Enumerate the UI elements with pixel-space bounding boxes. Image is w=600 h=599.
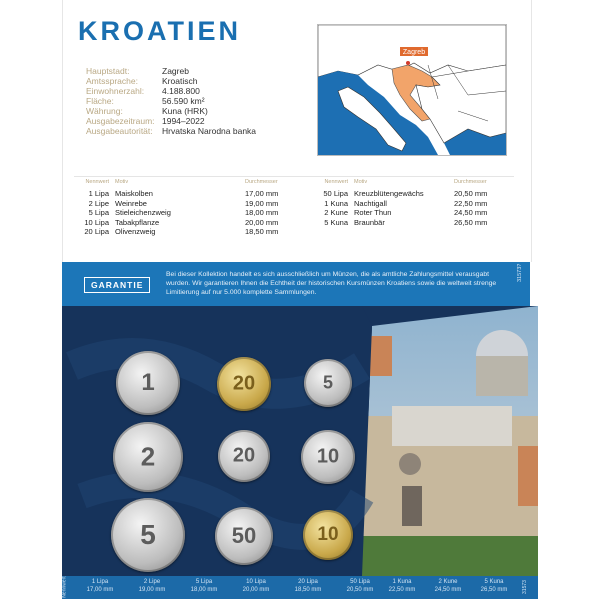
cell-value: 2 Lipe [88, 198, 109, 208]
city-label: Zagreb [402, 49, 426, 56]
trees [362, 536, 538, 576]
bottom-cell [130, 578, 174, 594]
table-row [293, 189, 524, 199]
country-title: KROATIEN [78, 16, 241, 46]
table-row [293, 218, 524, 228]
bottom-cell [338, 578, 382, 594]
cell-motif: Olivenzweig [115, 227, 156, 237]
cell-diameter: 20,00 mm [245, 217, 279, 227]
fact-key: Einwohnerzahl: [86, 86, 145, 96]
cell-diameter: 18,00 mm [245, 208, 279, 218]
bottom-cell [182, 578, 226, 594]
coin-3 [304, 359, 352, 407]
fact-row [86, 66, 256, 76]
bottom-denomination: 1 Lipa [91, 579, 109, 585]
country-facts [86, 66, 256, 136]
bottom-diameter: 18,50 mm [294, 587, 322, 593]
fact-value: Zagreb [162, 66, 189, 76]
table-row [54, 218, 315, 228]
bottom-denomination: 10 Lipa [246, 579, 266, 585]
cell-diameter: 22,50 mm [454, 198, 488, 208]
coin-2 [217, 357, 271, 411]
fact-row [86, 96, 256, 106]
bottom-denomination: 50 Lipa [350, 579, 370, 585]
bottom-cell [472, 578, 516, 594]
bottom-strip-label-left: Nennwert [61, 576, 68, 598]
cell-motif: Weinrebe [115, 198, 147, 208]
cell-diameter: 24,50 mm [454, 208, 488, 218]
coin-7 [111, 498, 185, 572]
guarantee-label: GARANTIE [84, 277, 150, 293]
fact-value: Kuna (HRK) [162, 106, 208, 116]
cell-motif: Nachtigall [354, 198, 387, 208]
cell-motif: Roter Thun [354, 208, 392, 218]
table-row [54, 189, 315, 199]
coin-8 [215, 507, 273, 565]
map-graphic [318, 25, 506, 155]
table-header [293, 179, 524, 189]
coin-value: 10 [317, 524, 339, 545]
coin-value: 5 [140, 519, 156, 550]
fact-key: Hauptstadt: [86, 66, 130, 76]
coin-value: 10 [316, 445, 340, 468]
cell-diameter: 26,50 mm [454, 217, 488, 227]
cell-motif: Braunbär [354, 217, 385, 227]
cell-value: 1 Lipa [88, 189, 109, 198]
bottom-denomination: 5 Kuna [484, 579, 504, 585]
bottom-diameter: 17,00 mm [86, 587, 114, 593]
coin-4 [113, 422, 183, 492]
bottom-cell [234, 578, 278, 594]
bottom-cell [78, 578, 122, 594]
fact-value: Hrvatska Narodna banka [162, 126, 257, 136]
fact-row [86, 106, 256, 116]
roofs-right [518, 446, 538, 506]
bottom-denomination: 20 Lipa [298, 579, 318, 585]
country-map [317, 24, 507, 156]
cell-value: 1 Kuna [324, 198, 348, 208]
city-marker [406, 61, 410, 65]
fact-row [86, 116, 256, 126]
coin-5 [218, 430, 270, 482]
coin-6 [301, 430, 355, 484]
bottom-diameter: 26,50 mm [480, 587, 508, 593]
coin-value: 2 [140, 441, 156, 472]
bottom-cell [426, 578, 470, 594]
fact-value: 1994–2022 [162, 116, 205, 126]
rose-window [399, 453, 421, 475]
header-diameter: Durchmesser [245, 179, 278, 185]
table-header [54, 179, 315, 189]
coin-1 [116, 351, 180, 415]
cell-motif: Kreuzblütengewächs [354, 189, 424, 198]
portal [402, 486, 422, 526]
fact-row [86, 86, 256, 96]
table-row [54, 227, 315, 237]
denomination-table-right [293, 179, 524, 227]
bottom-denomination: 2 Kune [438, 579, 458, 585]
cell-value: 50 Lipa [323, 189, 348, 198]
bottom-denomination: 1 Kuna [392, 579, 412, 585]
cell-diameter: 20,50 mm [454, 189, 488, 198]
bottom-denomination: 2 Lipe [143, 579, 161, 585]
cell-diameter: 17,00 mm [245, 189, 279, 198]
bottom-diameter: 24,50 mm [434, 587, 462, 593]
bottom-diameter: 20,50 mm [346, 587, 374, 593]
coin-value: 1 [141, 369, 155, 396]
bottom-diameter: 22,50 mm [388, 587, 416, 593]
fact-row [86, 76, 256, 86]
bottom-cell [380, 578, 424, 594]
coin-value: 20 [232, 444, 256, 467]
bottom-diameter: 19,00 mm [138, 587, 166, 593]
cell-value: 5 Kuna [324, 217, 348, 227]
cell-value: 2 Kune [324, 208, 348, 218]
table-row [54, 208, 315, 218]
bottom-diameter: 18,00 mm [190, 587, 218, 593]
denomination-table-left [54, 179, 315, 237]
bottom-denomination: 5 Lipa [195, 579, 213, 585]
coin-tray [62, 306, 538, 576]
fact-key: Fläche: [86, 96, 114, 106]
bottom-strip [62, 576, 538, 599]
cell-motif: Maiskolben [115, 189, 153, 198]
coin-value: 20 [232, 372, 256, 395]
cell-value: 20 Lipa [84, 227, 109, 237]
fact-value: Kroatisch [162, 76, 198, 86]
table-row [293, 199, 524, 209]
table-divider [74, 176, 514, 177]
cell-motif: Stieleichenzweig [115, 208, 171, 218]
cell-diameter: 19,00 mm [245, 198, 279, 208]
cell-diameter: 18,50 mm [245, 227, 279, 237]
fact-key: Währung: [86, 106, 123, 116]
fact-value: 56.590 km² [162, 96, 205, 106]
header-value: Nennwert [85, 179, 109, 185]
cathedral-roof [392, 406, 512, 446]
guarantee-text: Bei dieser Kollektion handelt es sich ausschließlich um Münzen, die als amtliche Zahlungsmittel verausgabt wurden. Wir garantieren Ihnen die Echtheit der historischen Kursmünzen Kroatiens sowie die weltweit strenge Limitierung auf nur 5.000 komplette Sammlungen. [166, 271, 497, 296]
bottom-diameter: 20,00 mm [242, 587, 270, 593]
table-row [54, 199, 315, 209]
fact-key: Amtssprache: [86, 76, 138, 86]
coin-9 [303, 510, 353, 560]
fact-key: Ausgabezeitraum: [86, 116, 155, 126]
table-row [293, 208, 524, 218]
fact-value: 4.188.800 [162, 86, 200, 96]
bottom-strip-label-right: 31573 [521, 580, 528, 594]
fact-key: Ausgabeautorität: [86, 126, 153, 136]
coin-value: 50 [231, 523, 257, 548]
header-diameter: Durchmesser [454, 179, 487, 185]
dome-drum [476, 356, 528, 396]
fact-row [86, 126, 256, 136]
header-value: Nennwert [324, 179, 348, 185]
header-motif: Motiv [115, 179, 129, 185]
guarantee-code: 31573? [517, 263, 523, 282]
cell-value: 10 Lipa [84, 217, 109, 227]
cell-value: 5 Lipa [88, 208, 109, 218]
cell-motif: Tabakpflanze [115, 217, 160, 227]
header-motif: Motiv [354, 179, 368, 185]
bottom-cell [286, 578, 330, 594]
coin-value: 5 [322, 372, 333, 393]
